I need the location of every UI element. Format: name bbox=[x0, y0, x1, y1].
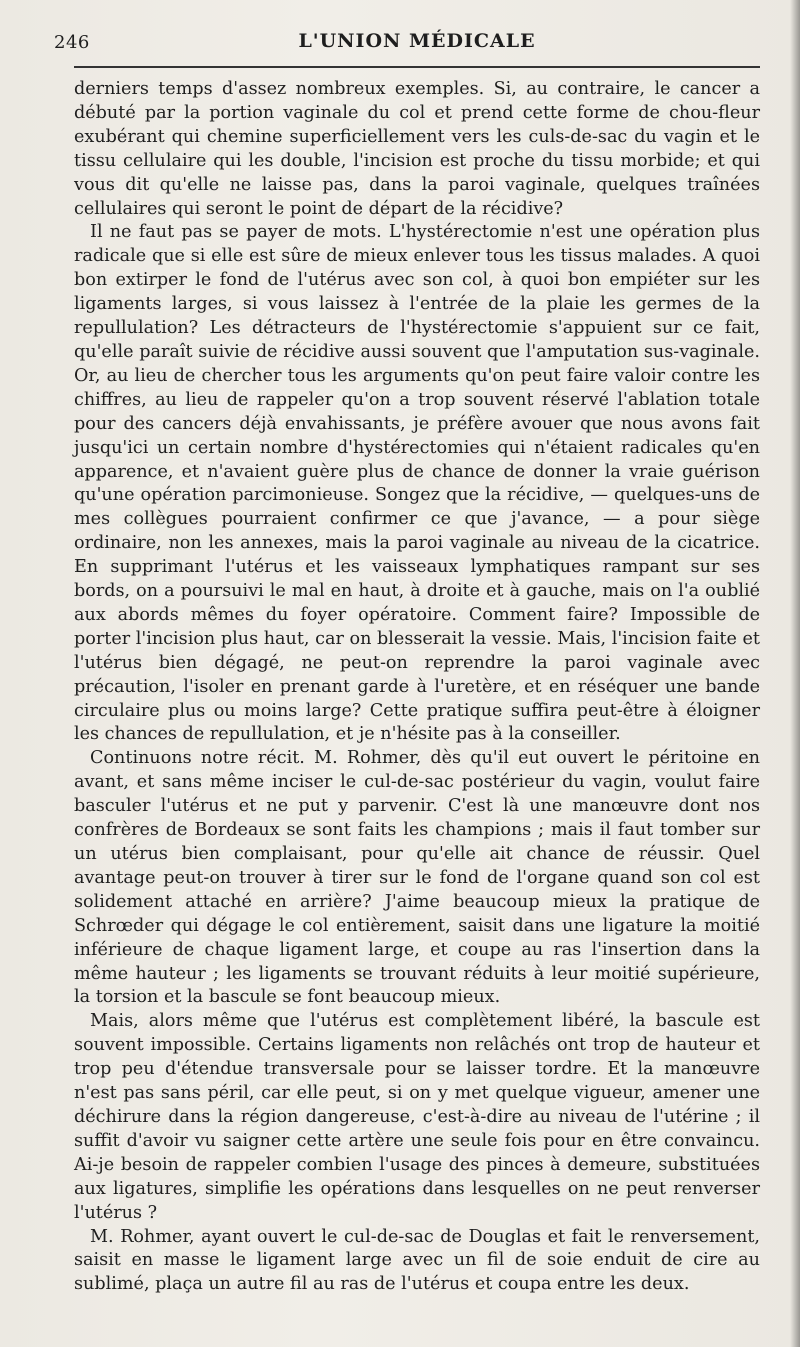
paragraph: Continuons notre récit. M. Rohmer, dès qu'il eut ouvert le péritoine en avant, et sans même inciser le cul-de-sac postérieur du vagin, voulut faire basculer l'utérus et ne put y parvenir. C'est là une manœuvre dont nos confrères de Bordeaux se sont faits les champions ; mais il faut tomber sur un utérus bien complaisant, pour qu'elle ait chance de réussir. Quel avantage peut-on trouver à tirer sur le fond de l'organe quand son col est solidement attaché en arrière? J'aime beaucoup mieux la pratique de Schrœder qui dégage le col entièrement, saisit dans une ligature la moitié inférieure de chaque ligament large, et coupe au ras l'insertion dans la même hauteur ; les ligaments se trouvant réduits à leur moitié supérieure, la torsion et la bascule se font beaucoup mieux. bbox=[74, 748, 760, 1008]
running-title: L'UNION MÉDICALE bbox=[298, 30, 536, 52]
article-body bbox=[74, 78, 760, 1297]
header-rule bbox=[74, 66, 760, 68]
paragraph: Il ne faut pas se payer de mots. L'hystérectomie n'est une opération plus radicale que si elle est sûre de mieux enlever tous les tissus malades. A quoi bon extirper le fond de l'utérus avec son col, à quoi bon empiéter sur les ligaments larges, si vous laissez à l'entrée de la plaie les germes de la repullulation? Les détracteurs de l'hystérectomie s'appuient sur ce fait, qu'elle paraît suivie de récidive aussi souvent que l'amputation sus-vaginale. Or, au lieu de chercher tous les arguments qu'on peut faire valoir contre les chiffres, au lieu de rappeler qu'on a trop souvent réservé l'ablation totale pour des cancers déjà envahissants, je préfère avouer que nous avons fait jusqu'ici un certain nombre d'hystérectomies qui n'étaient radicales qu'en apparence, et n'avaient guère plus de chance de donner la vraie guérison qu'une opération parcimonieuse. Songez que la récidive, — quelques-uns de mes collègues pourraient confirmer ce que j'avance, — a pour siège ordinaire, non les annexes, mais la paroi vaginale au niveau de la cicatrice. En supprimant l'utérus et les vaisseaux lymphatiques rampant sur ses bords, on a poursuivi le mal en haut, à droite et à gauche, mais on l'a oublié aux abords mêmes du foyer opératoire. Comment faire? Impossible de porter l'incision plus haut, car on blesserait la vessie. Mais, l'incision faite et l'utérus bien dégagé, ne peut-on reprendre la paroi vaginale avec précaution, l'isoler en prenant garde à l'uretère, et en réséquer une bande circulaire plus ou moins large? Cette pratique suffira peut-être à éloigner les chances de repullulation, et je n'hésite pas à la conseiller. bbox=[74, 222, 760, 745]
paragraph: Mais, alors même que l'utérus est complètement libéré, la bascule est souvent impossible. Certains ligaments non relâchés ont trop de hauteur et trop peu d'étendue transversale pour se laisser tordre. Et la manœuvre n'est pas sans péril, car elle peut, si on y met quelque vigueur, amener une déchirure dans la région dangereuse, c'est-à-dire au niveau de l'utérine ; il suffit d'avoir vu saigner cette artère une seule fois pour en être convaincu. Ai-je besoin de rappeler combien l'usage des pinces à demeure, substituées aux ligatures, simplifie les opérations dans lesquelles on ne peut renverser l'utérus ? bbox=[74, 1011, 760, 1223]
paragraph-continued: derniers temps d'assez nombreux exemples. Si, au contraire, le cancer a débuté par la portion vaginale du col et prend cette forme de chou-fleur exubérant qui chemine superficiellement vers les culs-de-sac du vagin et le tissu cellulaire qui les double, l'incision est proche du tissu morbide; et qui vous dit qu'elle ne laisse pas, dans la paroi vaginale, quelques traînées cellulaires qui seront le point de départ de la récidive? bbox=[74, 79, 760, 219]
paragraph: M. Rohmer, ayant ouvert le cul-de-sac de Douglas et fait le renversement, saisit en masse le ligament large avec un fil de soie enduit de cire au sublimé, plaça un autre fil au ras de l'utérus et coupa entre les deux. bbox=[74, 1226, 760, 1295]
page-edge-shadow bbox=[790, 0, 800, 1347]
page-header bbox=[54, 28, 760, 58]
page-number: 246 bbox=[54, 32, 90, 53]
